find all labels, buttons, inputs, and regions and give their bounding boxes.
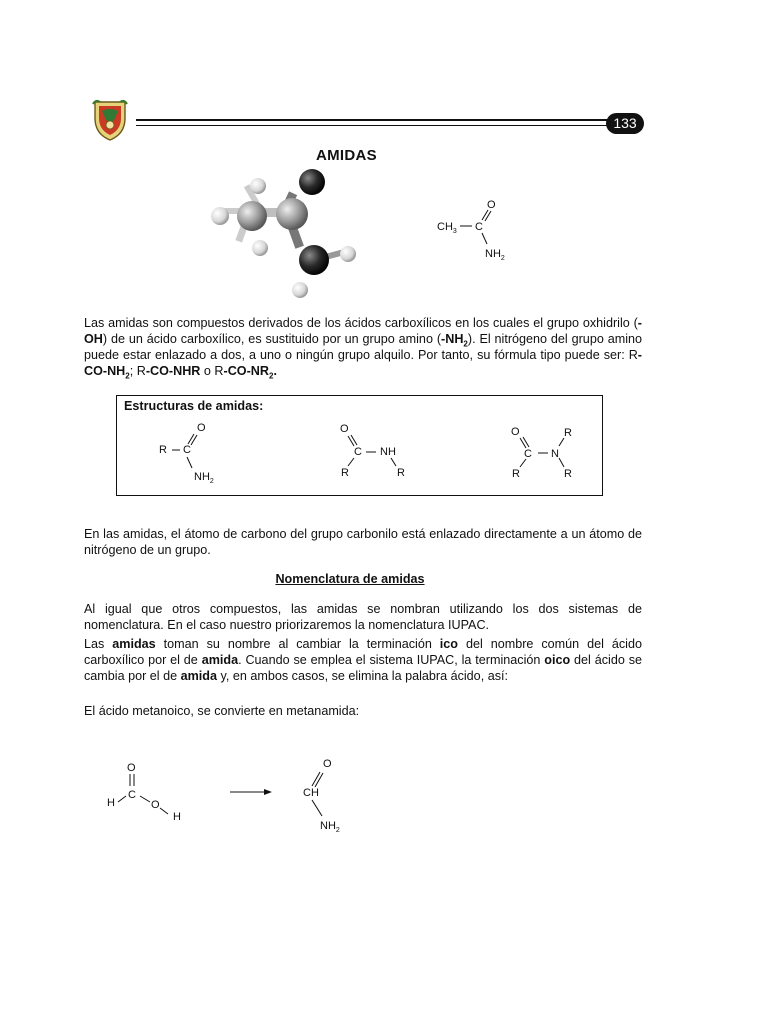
- s3-oxygen: O: [511, 426, 520, 438]
- page-number-badge: [606, 113, 644, 134]
- s3-carbon: C: [524, 448, 532, 460]
- example-sentence: El ácido metanoico, se convierte en metanamida:: [84, 704, 360, 718]
- s3-r-right: R: [564, 468, 572, 480]
- s2-r-left: R: [341, 467, 349, 479]
- nomenclature-paragraph-2: Las amidas toman su nombre al cambiar la terminación ico del nombre común del ácido carboxílico por el de amida. Cuando se emplea el sistema IUPAC, la terminación oico del ácido se cambia por el de amida y, en ambos casos, se elimina la palabra ácido, así:: [84, 637, 642, 683]
- amide-oxygen: O: [323, 758, 332, 770]
- amide-amino: $NH_2$: [320, 820, 340, 835]
- formula-secondary-amide: -CO-NHR: [145, 364, 201, 378]
- hero-methyl: $CH_3$: [437, 221, 457, 236]
- acid-oxygen: O: [127, 762, 136, 774]
- acid-hydroxyl-oxygen: O: [151, 799, 160, 811]
- formula-tertiary-amide: $-CO-NR_2$: [223, 364, 274, 381]
- s1-amino: $NH_2$: [194, 471, 214, 486]
- acid-carbon: C: [128, 789, 136, 801]
- amide-ch: CH: [303, 787, 319, 799]
- s2-r-right: R: [397, 467, 405, 479]
- formula-primary-amide: $-CO-NH_2$: [84, 348, 642, 381]
- s3-nitrogen: N: [551, 448, 559, 460]
- s2-amino: NH: [380, 446, 396, 458]
- hero-carbon: C: [475, 221, 483, 233]
- page-number: 133: [613, 115, 637, 131]
- intro-paragraph: Las amidas son compuestos derivados de los ácidos carboxílicos en los cuales el grupo oxhidrilo (-OH) de un ácido carboxílico, es sustituido por un grupo amino $(-NH_2)$. El nitrógeno del grupo amino puede estar enlazado a dos, a uno o ningún grupo alquilo. Por tanto, su fórmula tipo puede ser: $R-CO-NH_2$; R-CO-NHR o $R-CO-NR_2$.: [84, 316, 643, 381]
- crest-logo: [92, 98, 128, 142]
- s3-r-top: R: [564, 427, 572, 439]
- page-title: AMIDAS: [316, 147, 377, 164]
- header-rule-bottom: [136, 125, 612, 126]
- structures-box-title: Estructuras de amidas:: [124, 399, 264, 413]
- acid-hydroxyl-hydrogen: H: [173, 811, 181, 823]
- s2-oxygen: O: [340, 423, 349, 435]
- hero-oxygen: O: [487, 199, 496, 211]
- amino-group-formula: $-NH_2$: [441, 332, 468, 349]
- s1-carbon: C: [183, 444, 191, 456]
- s2-carbon: C: [354, 446, 362, 458]
- s1-oxygen: O: [197, 422, 206, 434]
- carbonyl-paragraph: En las amidas, el átomo de carbono del grupo carbonilo está enlazado directamente a un átomo de nitrógeno de un grupo.: [84, 527, 642, 557]
- hero-amino: $NH_2$: [485, 248, 505, 263]
- s3-r-left: R: [512, 468, 520, 480]
- header-rule-top: [136, 119, 612, 121]
- molecule-3d-illustration: [180, 164, 380, 304]
- s1-r: R: [159, 444, 167, 456]
- nomenclature-heading: Nomenclatura de amidas: [275, 572, 425, 586]
- nomenclature-paragraph-1: Al igual que otros compuestos, las amidas se nombran utilizando los dos sistemas de nomenclatura. En el caso nuestro priorizaremos la nomenclatura IUPAC.: [84, 602, 642, 632]
- acid-hydrogen: H: [107, 797, 115, 809]
